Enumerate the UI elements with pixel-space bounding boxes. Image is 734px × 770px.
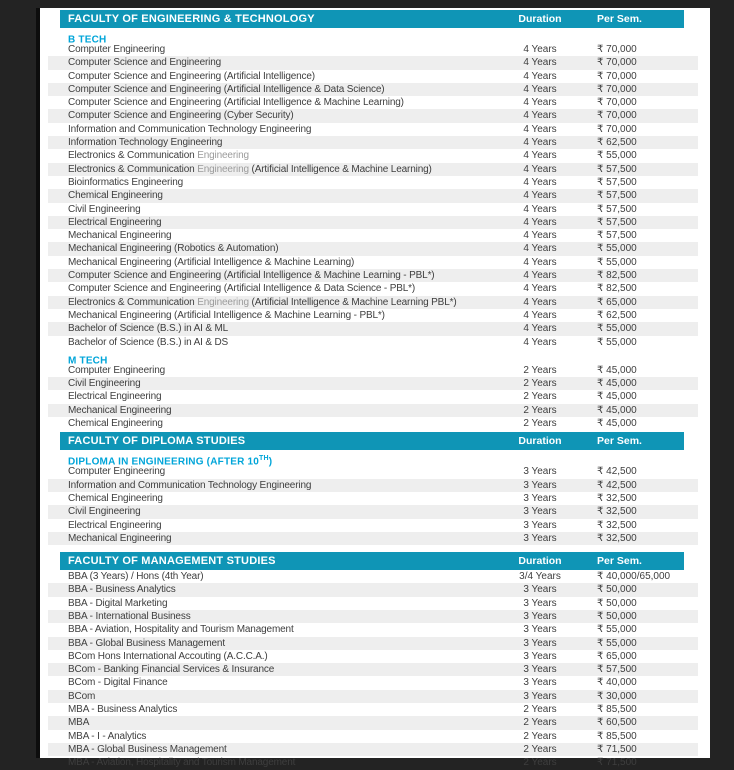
fee-cell: ₹ 62,500: [597, 309, 637, 321]
course-cell: [68, 690, 95, 703]
table-row: [48, 229, 698, 242]
course-cell: [68, 390, 161, 403]
duration-cell: 3 Years: [523, 532, 557, 544]
course-name: Information and Communication Technology Engineering: [68, 123, 312, 135]
course-name: Mechanical Engineering (Robotics & Automation): [68, 243, 279, 255]
course-name: BCom - Banking Financial Services & Insurance: [68, 664, 275, 676]
course-cell: [68, 149, 249, 162]
course-name: Information Technology Engineering: [68, 137, 223, 149]
duration-cell: 4 Years: [523, 163, 557, 175]
table-row: [48, 623, 698, 636]
group-rows: [48, 43, 698, 349]
course-cell: [68, 336, 228, 349]
duration-cell: 3 Years: [523, 677, 557, 689]
group-label-text: B TECH: [68, 34, 107, 46]
group-label-end: ): [268, 456, 273, 468]
course-name: MBA - I - Analytics: [68, 730, 147, 742]
duration-cell: 4 Years: [523, 190, 557, 202]
duration-cell: 4 Years: [523, 309, 557, 321]
section-title: FACULTY OF ENGINEERING & TECHNOLOGY: [68, 13, 315, 25]
table-row: [48, 637, 698, 650]
fee-cell: ₹ 55,000: [597, 637, 637, 649]
section-title: FACULTY OF MANAGEMENT STUDIES: [68, 555, 276, 568]
course-name: Computer Science and Engineering (Artificial Intelligence & Data Science - PBL*): [68, 283, 416, 295]
section-header-bar: [60, 432, 684, 450]
table-row: [48, 203, 698, 216]
fee-cell: ₹ 70,000: [597, 97, 637, 109]
course-cell: [68, 203, 141, 216]
duration-column-header: Duration: [518, 435, 562, 448]
course-cell: [68, 623, 294, 636]
course-name: Computer Engineering: [68, 466, 166, 478]
duration-cell: 2 Years: [523, 743, 557, 755]
fee-cell: ₹ 55,000: [597, 323, 637, 335]
fee-cell: ₹ 55,000: [597, 624, 637, 636]
table-row: [48, 390, 698, 403]
table-row: [48, 532, 698, 545]
duration-cell: 4 Years: [523, 137, 557, 149]
course-cell: [68, 364, 165, 377]
course-cell: [68, 519, 161, 532]
duration-cell: 2 Years: [523, 378, 557, 390]
duration-cell: 3 Years: [523, 466, 557, 478]
table-row: [48, 109, 698, 122]
duration-cell: 3 Years: [523, 492, 557, 504]
duration-cell: 4 Years: [523, 270, 557, 282]
group-label-text: M TECH: [68, 355, 108, 367]
course-name: Electrical Engineering: [68, 216, 162, 228]
course-cell: [68, 730, 146, 743]
fee-cell: ₹ 57,500: [597, 216, 637, 228]
duration-cell: 3 Years: [523, 506, 557, 518]
group-rows: [48, 364, 698, 430]
duration-cell: 4 Years: [523, 176, 557, 188]
fee-cell: ₹ 55,000: [597, 150, 637, 162]
course-name: Electrical Engineering: [68, 519, 162, 531]
course-cell: [68, 404, 171, 417]
fee-cell: ₹ 30,000: [597, 690, 637, 702]
course-cell: [68, 637, 225, 650]
duration-cell: 4 Years: [523, 97, 557, 109]
course-cell: [68, 242, 278, 255]
course-name: BBA - International Business: [68, 610, 191, 622]
course-name: Mechanical Engineering (Artificial Intelligence & Machine Learning): [68, 256, 355, 268]
course-cell: [68, 163, 432, 176]
duration-cell: 3 Years: [523, 664, 557, 676]
course-name: Electrical Engineering: [68, 391, 162, 403]
course-cell: [68, 176, 183, 189]
fee-cell: ₹ 71,500: [597, 743, 637, 755]
group-label: [68, 30, 710, 46]
table-row: [48, 216, 698, 229]
table-row: [48, 149, 698, 162]
fee-cell: ₹ 57,500: [597, 190, 637, 202]
table-row: [48, 256, 698, 269]
course-cell: [68, 229, 171, 242]
table-row: [48, 176, 698, 189]
fee-cell: ₹ 85,500: [597, 730, 637, 742]
duration-column-header: Duration: [518, 555, 562, 568]
fee-cell: ₹ 85,500: [597, 704, 637, 716]
duration-cell: 4 Years: [523, 243, 557, 255]
table-row: [48, 583, 698, 596]
course-name: BBA - Global Business Management: [68, 637, 225, 649]
duration-cell: 4 Years: [523, 203, 557, 215]
fee-cell: ₹ 42,500: [597, 466, 637, 478]
course-name: Mechanical Engineering: [68, 404, 172, 416]
group-label: [68, 452, 710, 468]
course-name: BBA - Business Analytics: [68, 584, 176, 596]
duration-cell: 3 Years: [523, 610, 557, 622]
duration-cell: 4 Years: [523, 57, 557, 69]
fee-column-header: Per Sem.: [597, 435, 642, 448]
course-name: Bachelor of Science (B.S.) in AI & ML: [68, 323, 229, 335]
fee-cell: ₹ 60,500: [597, 717, 637, 729]
course-name: BBA (3 Years) / Hons (4th Year): [68, 571, 204, 583]
duration-cell: 2 Years: [523, 404, 557, 416]
course-cell: [68, 43, 165, 56]
course-name: BBA - Aviation, Hospitality and Tourism Management: [68, 624, 294, 636]
fee-cell: ₹ 70,000: [597, 123, 637, 135]
duration-cell: 2 Years: [523, 717, 557, 729]
group-label-superscript: TH: [259, 455, 269, 463]
course-cell: [68, 189, 163, 202]
duration-cell: 2 Years: [523, 730, 557, 742]
table-row: [48, 519, 698, 532]
course-name: Computer Science and Engineering (Artificial Intelligence): [68, 70, 315, 82]
duration-cell: 4 Years: [523, 230, 557, 242]
table-row: [48, 650, 698, 663]
table-row: [48, 505, 698, 518]
course-name: Mechanical Engineering: [68, 230, 172, 242]
duration-cell: 4 Years: [523, 83, 557, 95]
fee-cell: ₹ 57,500: [597, 176, 637, 188]
fee-cell: ₹ 55,000: [597, 256, 637, 268]
fee-cell: ₹ 45,000: [597, 418, 637, 430]
duration-cell: 3 Years: [523, 597, 557, 609]
course-cell: [68, 663, 274, 676]
fee-cell: ₹ 57,500: [597, 163, 637, 175]
course-name: MBA - Aviation, Hospitality and Tourism Management: [68, 757, 296, 769]
fee-cell: ₹ 57,500: [597, 203, 637, 215]
table-row: [48, 570, 698, 583]
course-group: [40, 452, 710, 545]
course-name-end: (Artificial Intelligence & Machine Learning): [248, 163, 432, 175]
course-cell: [68, 703, 177, 716]
course-cell: [68, 756, 295, 769]
fee-cell: ₹ 65,000: [597, 650, 637, 662]
course-cell: [68, 269, 435, 282]
faculty-section: [40, 10, 710, 430]
duration-cell: 4 Years: [523, 256, 557, 268]
fee-table: [40, 10, 710, 770]
duration-cell: 4 Years: [523, 323, 557, 335]
course-name: MBA: [68, 717, 90, 729]
course-name: Electronics & Communication: [68, 150, 198, 162]
course-cell: [68, 136, 222, 149]
table-row: [48, 123, 698, 136]
fee-cell: ₹ 40,000/65,000: [597, 571, 671, 583]
course-cell: [68, 583, 176, 596]
course-cell: [68, 610, 191, 623]
course-cell: [68, 282, 415, 295]
table-row: [48, 309, 698, 322]
duration-cell: 4 Years: [523, 150, 557, 162]
table-row: [48, 676, 698, 689]
fee-cell: ₹ 50,000: [597, 584, 637, 596]
duration-cell: 2 Years: [523, 391, 557, 403]
course-cell: [68, 123, 311, 136]
course-name: Mechanical Engineering (Artificial Intelligence & Machine Learning - PBL*): [68, 309, 385, 321]
section-header-bar: [60, 10, 684, 28]
table-row: [48, 136, 698, 149]
duration-cell: 3 Years: [523, 519, 557, 531]
course-name: Computer Engineering: [68, 364, 166, 376]
faculty-section: [40, 552, 710, 769]
duration-cell: 3 Years: [523, 584, 557, 596]
course-name: Computer Science and Engineering (Artificial Intelligence & Machine Learning - PBL*): [68, 270, 435, 282]
duration-cell: 2 Years: [523, 418, 557, 430]
table-row: [48, 296, 698, 309]
course-name: BCom - Digital Finance: [68, 677, 168, 689]
faculty-section: [40, 432, 710, 545]
fee-cell: ₹ 32,500: [597, 532, 637, 544]
duration-column-header: Duration: [518, 13, 562, 25]
table-row: [48, 96, 698, 109]
duration-cell: 4 Years: [523, 283, 557, 295]
course-name: Computer Science and Engineering: [68, 57, 222, 69]
table-row: [48, 364, 698, 377]
fee-cell: ₹ 57,500: [597, 664, 637, 676]
fee-cell: ₹ 45,000: [597, 378, 637, 390]
course-cell: [68, 417, 163, 430]
fee-cell: ₹ 32,500: [597, 519, 637, 531]
duration-cell: 3 Years: [523, 690, 557, 702]
table-row: [48, 336, 698, 349]
course-name: Civil Engineering: [68, 378, 141, 390]
course-cell: [68, 492, 163, 505]
table-row: [48, 597, 698, 610]
table-row: [48, 56, 698, 69]
table-row: [48, 465, 698, 478]
course-name: Mechanical Engineering: [68, 532, 172, 544]
fee-cell: ₹ 32,500: [597, 492, 637, 504]
fee-table-page: [40, 8, 710, 769]
course-cell: [68, 743, 227, 756]
course-cell: [68, 505, 141, 518]
fee-cell: ₹ 45,000: [597, 391, 637, 403]
course-cell: [68, 597, 167, 610]
course-name: MBA - Global Business Management: [68, 743, 227, 755]
duration-cell: 3 Years: [523, 637, 557, 649]
fee-cell: ₹ 70,000: [597, 83, 637, 95]
fee-column-header: Per Sem.: [597, 13, 642, 25]
table-row: [48, 730, 698, 743]
group-rows: [48, 570, 698, 769]
course-name: Electronics & Communication: [68, 163, 198, 175]
course-cell: [68, 377, 141, 390]
fee-cell: ₹ 50,000: [597, 597, 637, 609]
course-name: Information and Communication Technology Engineering: [68, 479, 312, 491]
fee-cell: ₹ 50,000: [597, 610, 637, 622]
course-name: Chemical Engineering: [68, 492, 163, 504]
fee-cell: ₹ 62,500: [597, 137, 637, 149]
course-cell: [68, 296, 457, 309]
course-name: Chemical Engineering: [68, 418, 163, 430]
course-name: Civil Engineering: [68, 506, 141, 518]
table-row: [48, 282, 698, 295]
section-header-bar: [60, 552, 684, 570]
group-label-text: DIPLOMA IN ENGINEERING (AFTER 10: [68, 456, 260, 468]
course-cell: [68, 70, 315, 83]
duration-cell: 4 Years: [523, 216, 557, 228]
duration-cell: 3 Years: [523, 479, 557, 491]
course-name-light: Engineering: [197, 296, 249, 308]
fee-cell: ₹ 70,000: [597, 44, 637, 55]
course-cell: [68, 256, 354, 269]
fee-cell: ₹ 82,500: [597, 270, 637, 282]
group-rows: [48, 465, 698, 545]
course-group: [40, 351, 710, 430]
course-name-light: Engineering: [197, 150, 249, 162]
fee-cell: ₹ 82,500: [597, 283, 637, 295]
course-name: Computer Science and Engineering (Artificial Intelligence & Data Science): [68, 83, 385, 95]
course-cell: [68, 676, 168, 689]
course-name: BBA - Digital Marketing: [68, 597, 168, 609]
table-row: [48, 163, 698, 176]
table-row: [48, 703, 698, 716]
fee-cell: ₹ 40,000: [597, 677, 637, 689]
course-name: Bioinformatics Engineering: [68, 176, 184, 188]
course-cell: [68, 109, 294, 122]
course-cell: [68, 309, 385, 322]
table-row: [48, 743, 698, 756]
fee-cell: ₹ 55,000: [597, 336, 637, 348]
group-label: [68, 351, 710, 367]
course-name-light: Engineering: [197, 163, 249, 175]
course-cell: [68, 716, 89, 729]
course-name-end: (Artificial Intelligence & Machine Learning PBL*): [248, 296, 457, 308]
duration-cell: 3/4 Years: [519, 571, 561, 583]
duration-cell: 4 Years: [523, 44, 557, 55]
table-row: [48, 610, 698, 623]
section-title: FACULTY OF DIPLOMA STUDIES: [68, 435, 246, 448]
fee-cell: ₹ 70,000: [597, 110, 637, 122]
table-row: [48, 756, 698, 769]
fee-cell: ₹ 55,000: [597, 243, 637, 255]
course-cell: [68, 479, 311, 492]
course-name: Electronics & Communication: [68, 296, 198, 308]
table-row: [48, 404, 698, 417]
fee-cell: ₹ 42,500: [597, 479, 637, 491]
course-cell: [68, 96, 404, 109]
table-row: [48, 492, 698, 505]
fee-cell: ₹ 32,500: [597, 506, 637, 518]
table-row: [48, 242, 698, 255]
course-cell: [68, 56, 221, 69]
fee-cell: ₹ 70,000: [597, 70, 637, 82]
course-cell: [68, 216, 161, 229]
fee-cell: ₹ 57,500: [597, 230, 637, 242]
table-row: [48, 269, 698, 282]
table-row: [48, 189, 698, 202]
fee-column-header: Per Sem.: [597, 555, 642, 568]
course-name: Computer Science and Engineering (Artificial Intelligence & Machine Learning): [68, 97, 404, 109]
fee-cell: ₹ 45,000: [597, 404, 637, 416]
course-name: MBA - Business Analytics: [68, 704, 178, 716]
table-row: [48, 43, 698, 56]
duration-cell: 4 Years: [523, 336, 557, 348]
table-row: [48, 716, 698, 729]
course-cell: [68, 465, 165, 478]
table-row: [48, 83, 698, 96]
section-groups: [40, 452, 710, 545]
table-row: [48, 322, 698, 335]
table-row: [48, 663, 698, 676]
course-name: Civil Engineering: [68, 203, 141, 215]
course-name: BCom Hons International Accouting (A.C.C.A.): [68, 650, 268, 662]
fee-cell: ₹ 45,000: [597, 364, 637, 376]
course-group: [40, 570, 710, 769]
course-group: [40, 30, 710, 349]
section-groups: [40, 570, 710, 769]
duration-cell: 2 Years: [523, 364, 557, 376]
course-cell: [68, 650, 268, 663]
course-name: Bachelor of Science (B.S.) in AI & DS: [68, 336, 229, 348]
duration-cell: 4 Years: [523, 110, 557, 122]
course-cell: [68, 322, 228, 335]
table-row: [48, 70, 698, 83]
course-cell: [68, 532, 171, 545]
course-name: Computer Science and Engineering (Cyber Security): [68, 110, 294, 122]
duration-cell: 4 Years: [523, 296, 557, 308]
fee-cell: ₹ 70,000: [597, 57, 637, 69]
course-cell: [68, 570, 203, 583]
course-name: Chemical Engineering: [68, 190, 163, 202]
table-row: [48, 377, 698, 390]
course-cell: [68, 83, 384, 96]
duration-cell: 3 Years: [523, 624, 557, 636]
fee-cell: ₹ 71,500: [597, 757, 637, 769]
duration-cell: 2 Years: [523, 757, 557, 769]
course-name: BCom: [68, 690, 96, 702]
fee-cell: ₹ 65,000: [597, 296, 637, 308]
table-row: [48, 479, 698, 492]
duration-cell: 4 Years: [523, 123, 557, 135]
duration-cell: 3 Years: [523, 650, 557, 662]
section-groups: [40, 30, 710, 430]
course-name: Computer Engineering: [68, 44, 166, 55]
duration-cell: 2 Years: [523, 704, 557, 716]
duration-cell: 4 Years: [523, 70, 557, 82]
table-row: [48, 690, 698, 703]
table-row: [48, 417, 698, 430]
